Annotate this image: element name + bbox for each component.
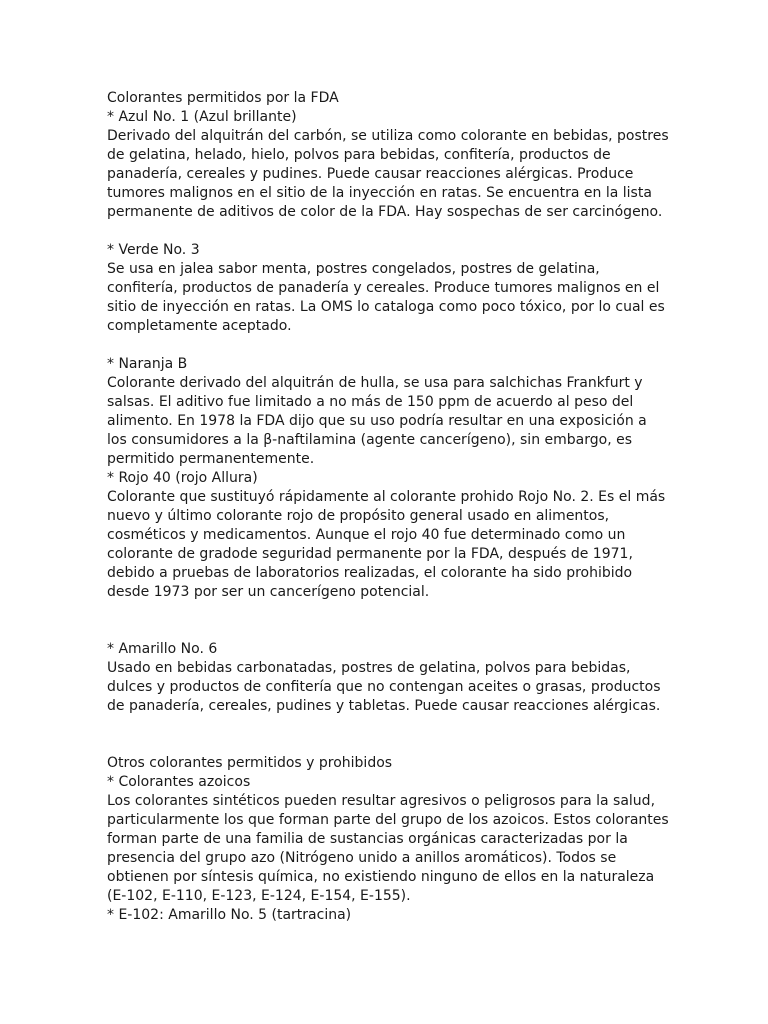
paragraph-line: obtienen por síntesis química, no existiendo ninguno de ellos en la naturaleza (107, 869, 655, 885)
paragraph-line: debido a pruebas de laboratorios realizadas, el colorante ha sido prohibido (107, 565, 633, 581)
list-item-title: * Amarillo No. 6 (107, 641, 218, 657)
paragraph-line: sitio de inyección en ratas. La OMS lo cataloga como poco tóxico, por lo cual es (107, 299, 665, 315)
spacer (107, 602, 687, 640)
paragraph-line: panadería, cereales y pudines. Puede causar reacciones alérgicas. Produce (107, 166, 634, 182)
paragraph-line: nuevo y último colorante rojo de propósito general usado en alimentos, (107, 508, 610, 524)
paragraph-line: salsas. El aditivo fue limitado a no más de 150 ppm de acuerdo al peso del (107, 394, 634, 410)
paragraph-line: de panadería, cereales, pudines y tabletas. Puede causar reacciones alérgicas. (107, 698, 661, 714)
paragraph-line: Los colorantes sintéticos pueden resultar agresivos o peligrosos para la salud, (107, 793, 656, 809)
paragraph-line: de gelatina, helado, hielo, polvos para bebidas, confitería, productos de (107, 147, 611, 163)
paragraph-line: confitería, productos de panadería y cereales. Produce tumores malignos en el (107, 280, 660, 296)
spacer (107, 222, 687, 241)
paragraph-line: cosméticos y medicamentos. Aunque el rojo 40 fue determinado como un (107, 527, 626, 543)
spacer (107, 336, 687, 355)
paragraph-line: Derivado del alquitrán del carbón, se utiliza como colorante en bebidas, postres (107, 128, 669, 144)
spacer (107, 716, 687, 754)
paragraph-line: Colorante derivado del alquitrán de hulla, se usa para salchichas Frankfurt y (107, 375, 643, 391)
list-item-title: * Colorantes azoicos (107, 774, 251, 790)
paragraph-line: presencia del grupo azo (Nitrógeno unido a anillos aromáticos). Todos se (107, 850, 617, 866)
list-item-title: * Rojo 40 (rojo Allura) (107, 470, 258, 486)
section-heading: Otros colorantes permitidos y prohibidos (107, 755, 393, 771)
paragraph-line: completamente aceptado. (107, 318, 292, 334)
paragraph-line: tumores malignos en el sitio de la inyección en ratas. Se encuentra en la lista (107, 185, 652, 201)
paragraph-line: (E-102, E-110, E-123, E-124, E-154, E-155). (107, 888, 411, 904)
paragraph-line: permanente de aditivos de color de la FDA. Hay sospechas de ser carcinógeno. (107, 204, 663, 220)
paragraph-line: forman parte de una familia de sustancias orgánicas caracterizadas por la (107, 831, 628, 847)
paragraph-line: alimento. En 1978 la FDA dijo que su uso podría resultar en una exposición a (107, 413, 647, 429)
paragraph-line: los consumidores a la β-naftilamina (agente cancerígeno), sin embargo, es (107, 432, 632, 448)
list-item-title: * Azul No. 1 (Azul brillante) (107, 109, 297, 125)
list-item-title: * Verde No. 3 (107, 242, 200, 258)
paragraph-line: Colorante que sustituyó rápidamente al colorante prohido Rojo No. 2. Es el más (107, 489, 666, 505)
paragraph-line: Se usa en jalea sabor menta, postres congelados, postres de gelatina, (107, 261, 600, 277)
list-item-title: * E-102: Amarillo No. 5 (tartracina) (107, 907, 352, 923)
paragraph-line: permitido permanentemente. (107, 451, 315, 467)
paragraph-line: desde 1973 por ser un cancerígeno potencial. (107, 584, 430, 600)
paragraph-line: particularmente los que forman parte del grupo de los azoicos. Estos colorantes (107, 812, 669, 828)
document-page (107, 89, 687, 925)
section-heading: Colorantes permitidos por la FDA (107, 90, 339, 106)
paragraph-line: Usado en bebidas carbonatadas, postres de gelatina, polvos para bebidas, (107, 660, 631, 676)
paragraph-line: colorante de gradode seguridad permanente por la FDA, después de 1971, (107, 546, 633, 562)
list-item-title: * Naranja B (107, 356, 188, 372)
paragraph-line: dulces y productos de confitería que no contengan aceites o grasas, productos (107, 679, 661, 695)
